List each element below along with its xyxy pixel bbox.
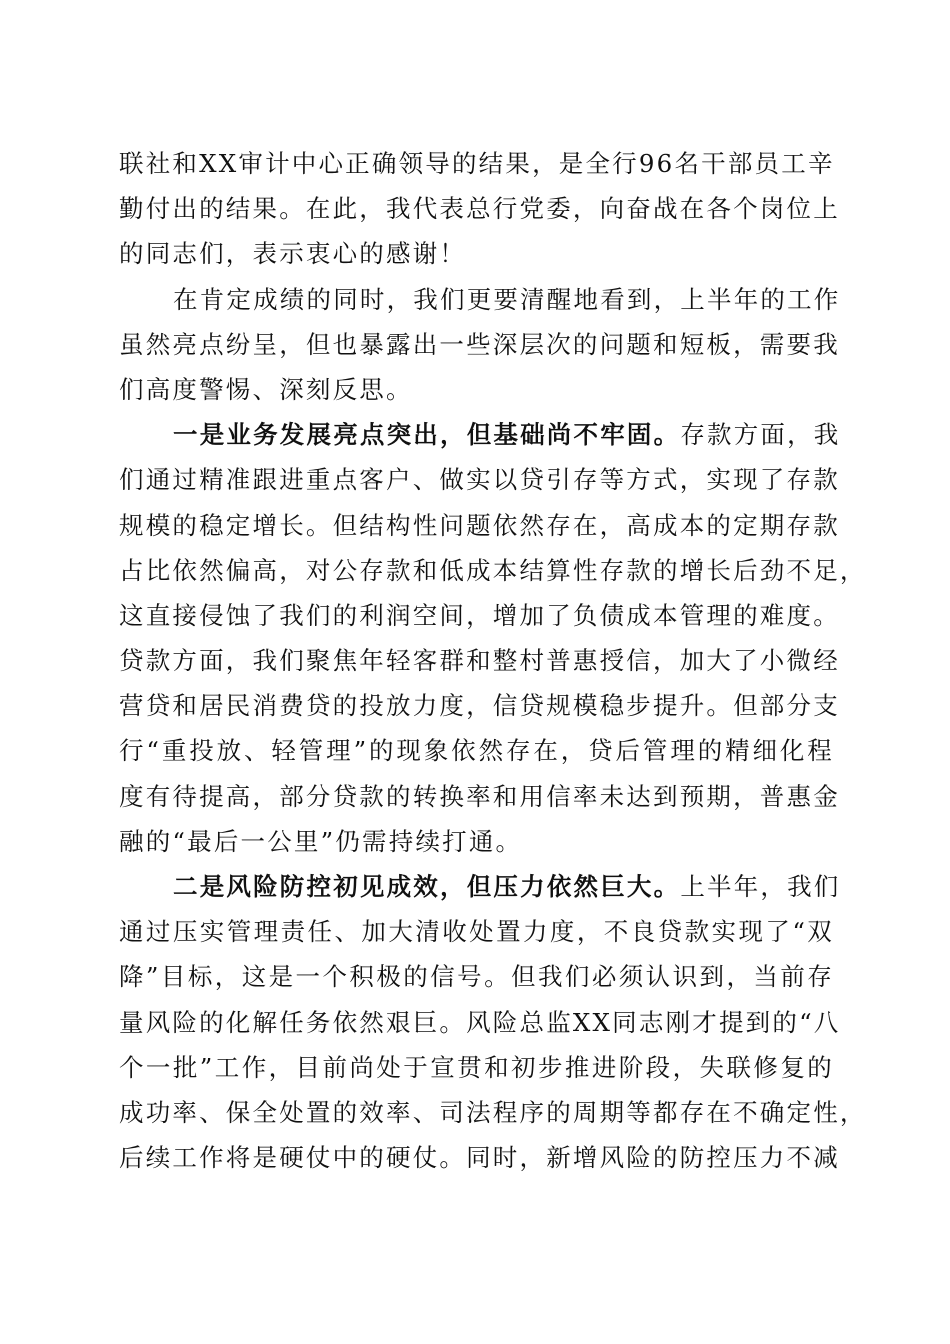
section-heading-1: 一是业务发展亮点突出，但基础尚不牢固。 (173, 420, 681, 450)
paragraph-line: 营贷和居民消费贷的投放力度，信贷规模稳步提升。但部分支 (119, 691, 840, 721)
paragraph-line: 融的“最后一公里”仍需持续打通。 (119, 826, 523, 856)
paragraph-line: 勤付出的结果。在此，我代表总行党委，向奋战在各个岗位上 (119, 194, 840, 224)
paragraph-line: 通过压实管理责任、加大清收处置力度，不良贷款实现了“双 (119, 917, 834, 947)
paragraph-line: 们通过精准跟进重点客户、做实以贷引存等方式，实现了存款 (119, 465, 840, 495)
paragraph-text: 上半年，我们 (680, 872, 841, 901)
paragraph-line: 规模的稳定增长。但结构性问题依然存在，高成本的定期存款 (119, 510, 840, 540)
paragraph-line: 量风险的化解任务依然艰巨。风险总监XX同志刚才提到的“八 (119, 1007, 841, 1037)
paragraph-line: 个一批”工作，目前尚处于宣贯和初步推进阶段，失联修复的 (119, 1052, 834, 1082)
paragraph-line: 这直接侵蚀了我们的利润空间，增加了负债成本管理的难度。 (119, 600, 840, 630)
paragraph-text: 存款方面，我 (680, 420, 841, 450)
paragraph-line: 联社和XX审计中心正确领导的结果，是全行96名干部员工辛 (119, 149, 835, 178)
document-body (119, 141, 867, 1180)
paragraph-line: 虽然亮点纷呈，但也暴露出一些深层次的问题和短板，需要我 (119, 329, 840, 359)
paragraph-line: 降”目标，这是一个积极的信号。但我们必须认识到，当前存 (119, 962, 834, 992)
paragraph-line: 度有待提高，部分贷款的转换率和用信率未达到预期，普惠金 (119, 781, 840, 811)
paragraph-line: 们高度警惕、深刻反思。 (119, 374, 413, 404)
paragraph-line: 的同志们，表示衷心的感谢！ (119, 239, 467, 269)
section-heading-2: 二是风险防控初见成效，但压力依然巨大。 (173, 872, 681, 901)
paragraph-line: 后续工作将是硬仗中的硬仗。同时，新增风险的防控压力不减 (119, 1143, 840, 1173)
paragraph-line (119, 864, 841, 909)
paragraph-line: 行“重投放、轻管理”的现象依然存在，贷后管理的精细化程 (119, 736, 834, 766)
paragraph-line (119, 412, 841, 457)
paragraph-line: 占比依然偏高，对公存款和低成本结算性存款的增长后劲不足， (119, 555, 867, 585)
paragraph-line: 成功率、保全处置的效率、司法程序的周期等都存在不确定性， (119, 1097, 867, 1127)
paragraph-line: 在肯定成绩的同时，我们更要清醒地看到，上半年的工作 (173, 284, 841, 314)
paragraph-line: 贷款方面，我们聚焦年轻客群和整村普惠授信，加大了小微经 (119, 646, 840, 676)
